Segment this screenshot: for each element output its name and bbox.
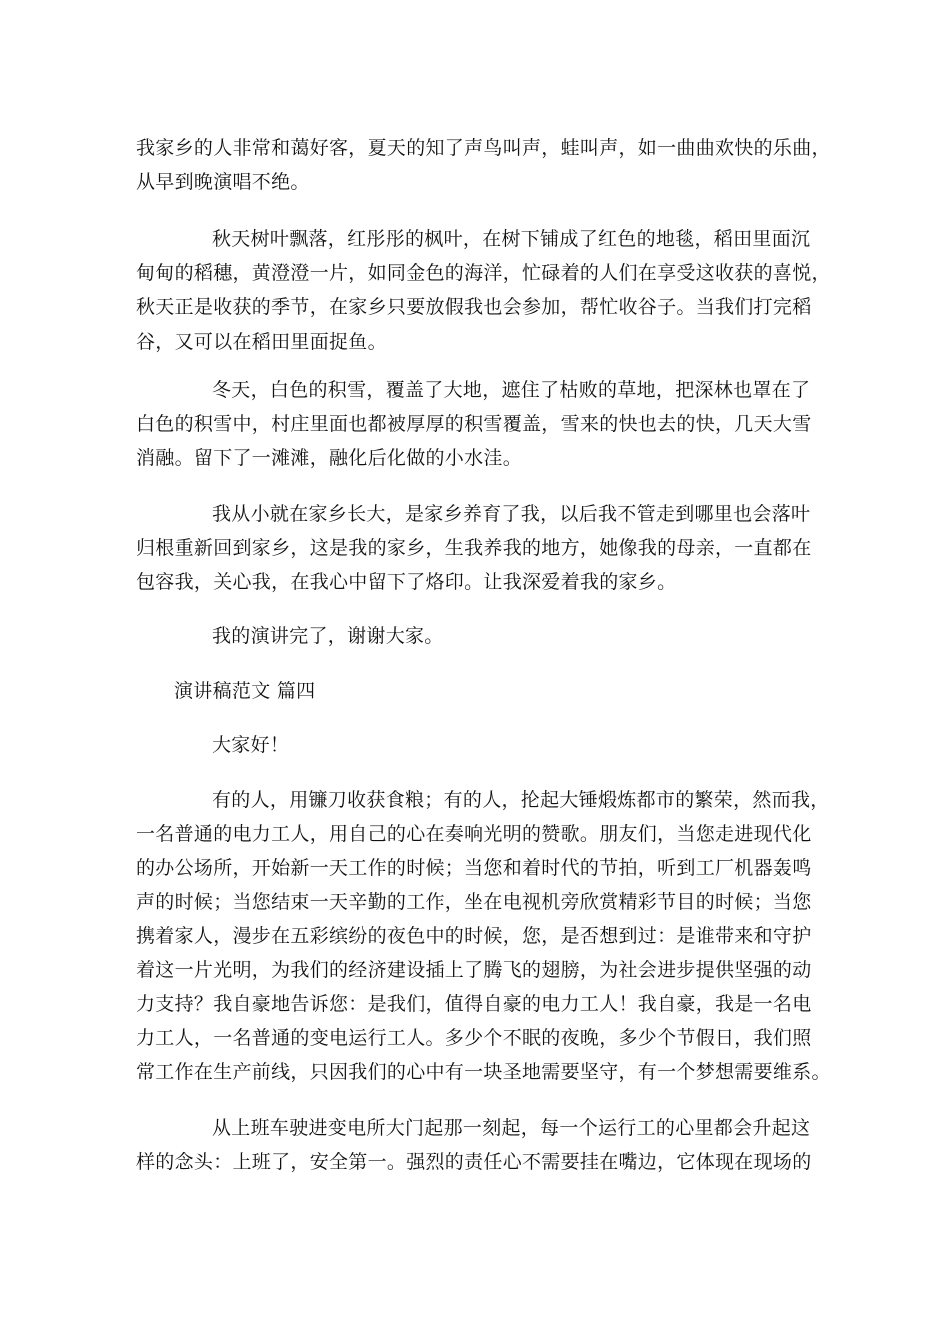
text-line: 冬天，白色的积雪，覆盖了大地，遮住了枯败的草地，把深林也罩在了 (212, 379, 811, 401)
text-line: 我家乡的人非常和蔼好客，夏天的知了声鸟叫声，蛙叫声，如一曲曲欢快的乐曲， (136, 137, 831, 159)
text-line: 力支持？我自豪地告诉您：是我们，值得自豪的电力工人！我自豪，我是一名电 (136, 993, 812, 1015)
text-line: 一名普通的电力工人，用自己的心在奏响光明的赞歌。朋友们，当您走进现代化 (136, 823, 812, 845)
text-line: 力工人，一名普通的变电运行工人。多少个不眠的夜晚，多少个节假日，我们照 (136, 1027, 812, 1049)
text-line: 声的时候；当您结束一天辛勤的工作，坐在电视机旁欣赏精彩节目的时候；当您 (136, 891, 812, 913)
section-heading: 演讲稿范文 篇四 (174, 680, 316, 702)
text-line: 包容我，关心我，在我心中留下了烙印。让我深爱着我的家乡。 (136, 571, 677, 593)
text-line: 消融。留下了一滩滩，融化后化做的小水洼。 (136, 447, 523, 469)
text-line: 着这一片光明，为我们的经济建设插上了腾飞的翅膀，为社会进步提供坚强的动 (136, 959, 812, 981)
text-line: 样的念头：上班了，安全第一。强烈的责任心不需要挂在嘴边，它体现在现场的 (136, 1151, 812, 1173)
text-line: 常工作在生产前线，只因我们的心中有一块圣地需要坚守，有一个梦想需要维系。 (136, 1061, 831, 1083)
text-line: 从上班车驶进变电所大门起那一刻起，每一个运行工的心里都会升起这 (212, 1117, 811, 1139)
greeting: 大家好！ (212, 734, 290, 756)
text-line: 秋天正是收获的季节，在家乡只要放假我也会参加，帮忙收谷子。当我们打完稻 (136, 296, 812, 318)
text-line: 的办公场所，开始新一天工作的时候；当您和着时代的节拍，听到工厂机器轰鸣 (136, 857, 812, 879)
text-line: 白色的积雪中，村庄里面也都被厚厚的积雪覆盖，雪来的快也去的快，几天大雪 (136, 413, 812, 435)
text-line: 我从小就在家乡长大，是家乡养育了我，以后我不管走到哪里也会落叶 (212, 503, 811, 525)
text-line: 携着家人，漫步在五彩缤纷的夜色中的时候，您，是否想到过：是谁带来和守护 (136, 925, 812, 947)
text-line: 归根重新回到家乡，这是我的家乡，生我养我的地方，她像我的母亲，一直都在 (136, 537, 812, 559)
text-line: 秋天树叶飘落，红彤彤的枫叶，在树下铺成了红色的地毯，稻田里面沉 (212, 228, 811, 250)
text-line: 有的人，用镰刀收获食粮；有的人，抡起大锤煅炼都市的繁荣，然而我， (212, 789, 830, 811)
text-line: 谷，又可以在稻田里面捉鱼。 (136, 331, 387, 353)
text-line: 从早到晚演唱不绝。 (136, 171, 310, 193)
text-line: 我的演讲完了，谢谢大家。 (212, 625, 444, 647)
text-line: 甸甸的稻穗，黄澄澄一片，如同金色的海洋，忙碌着的人们在享受这收获的喜悦， (136, 262, 831, 284)
